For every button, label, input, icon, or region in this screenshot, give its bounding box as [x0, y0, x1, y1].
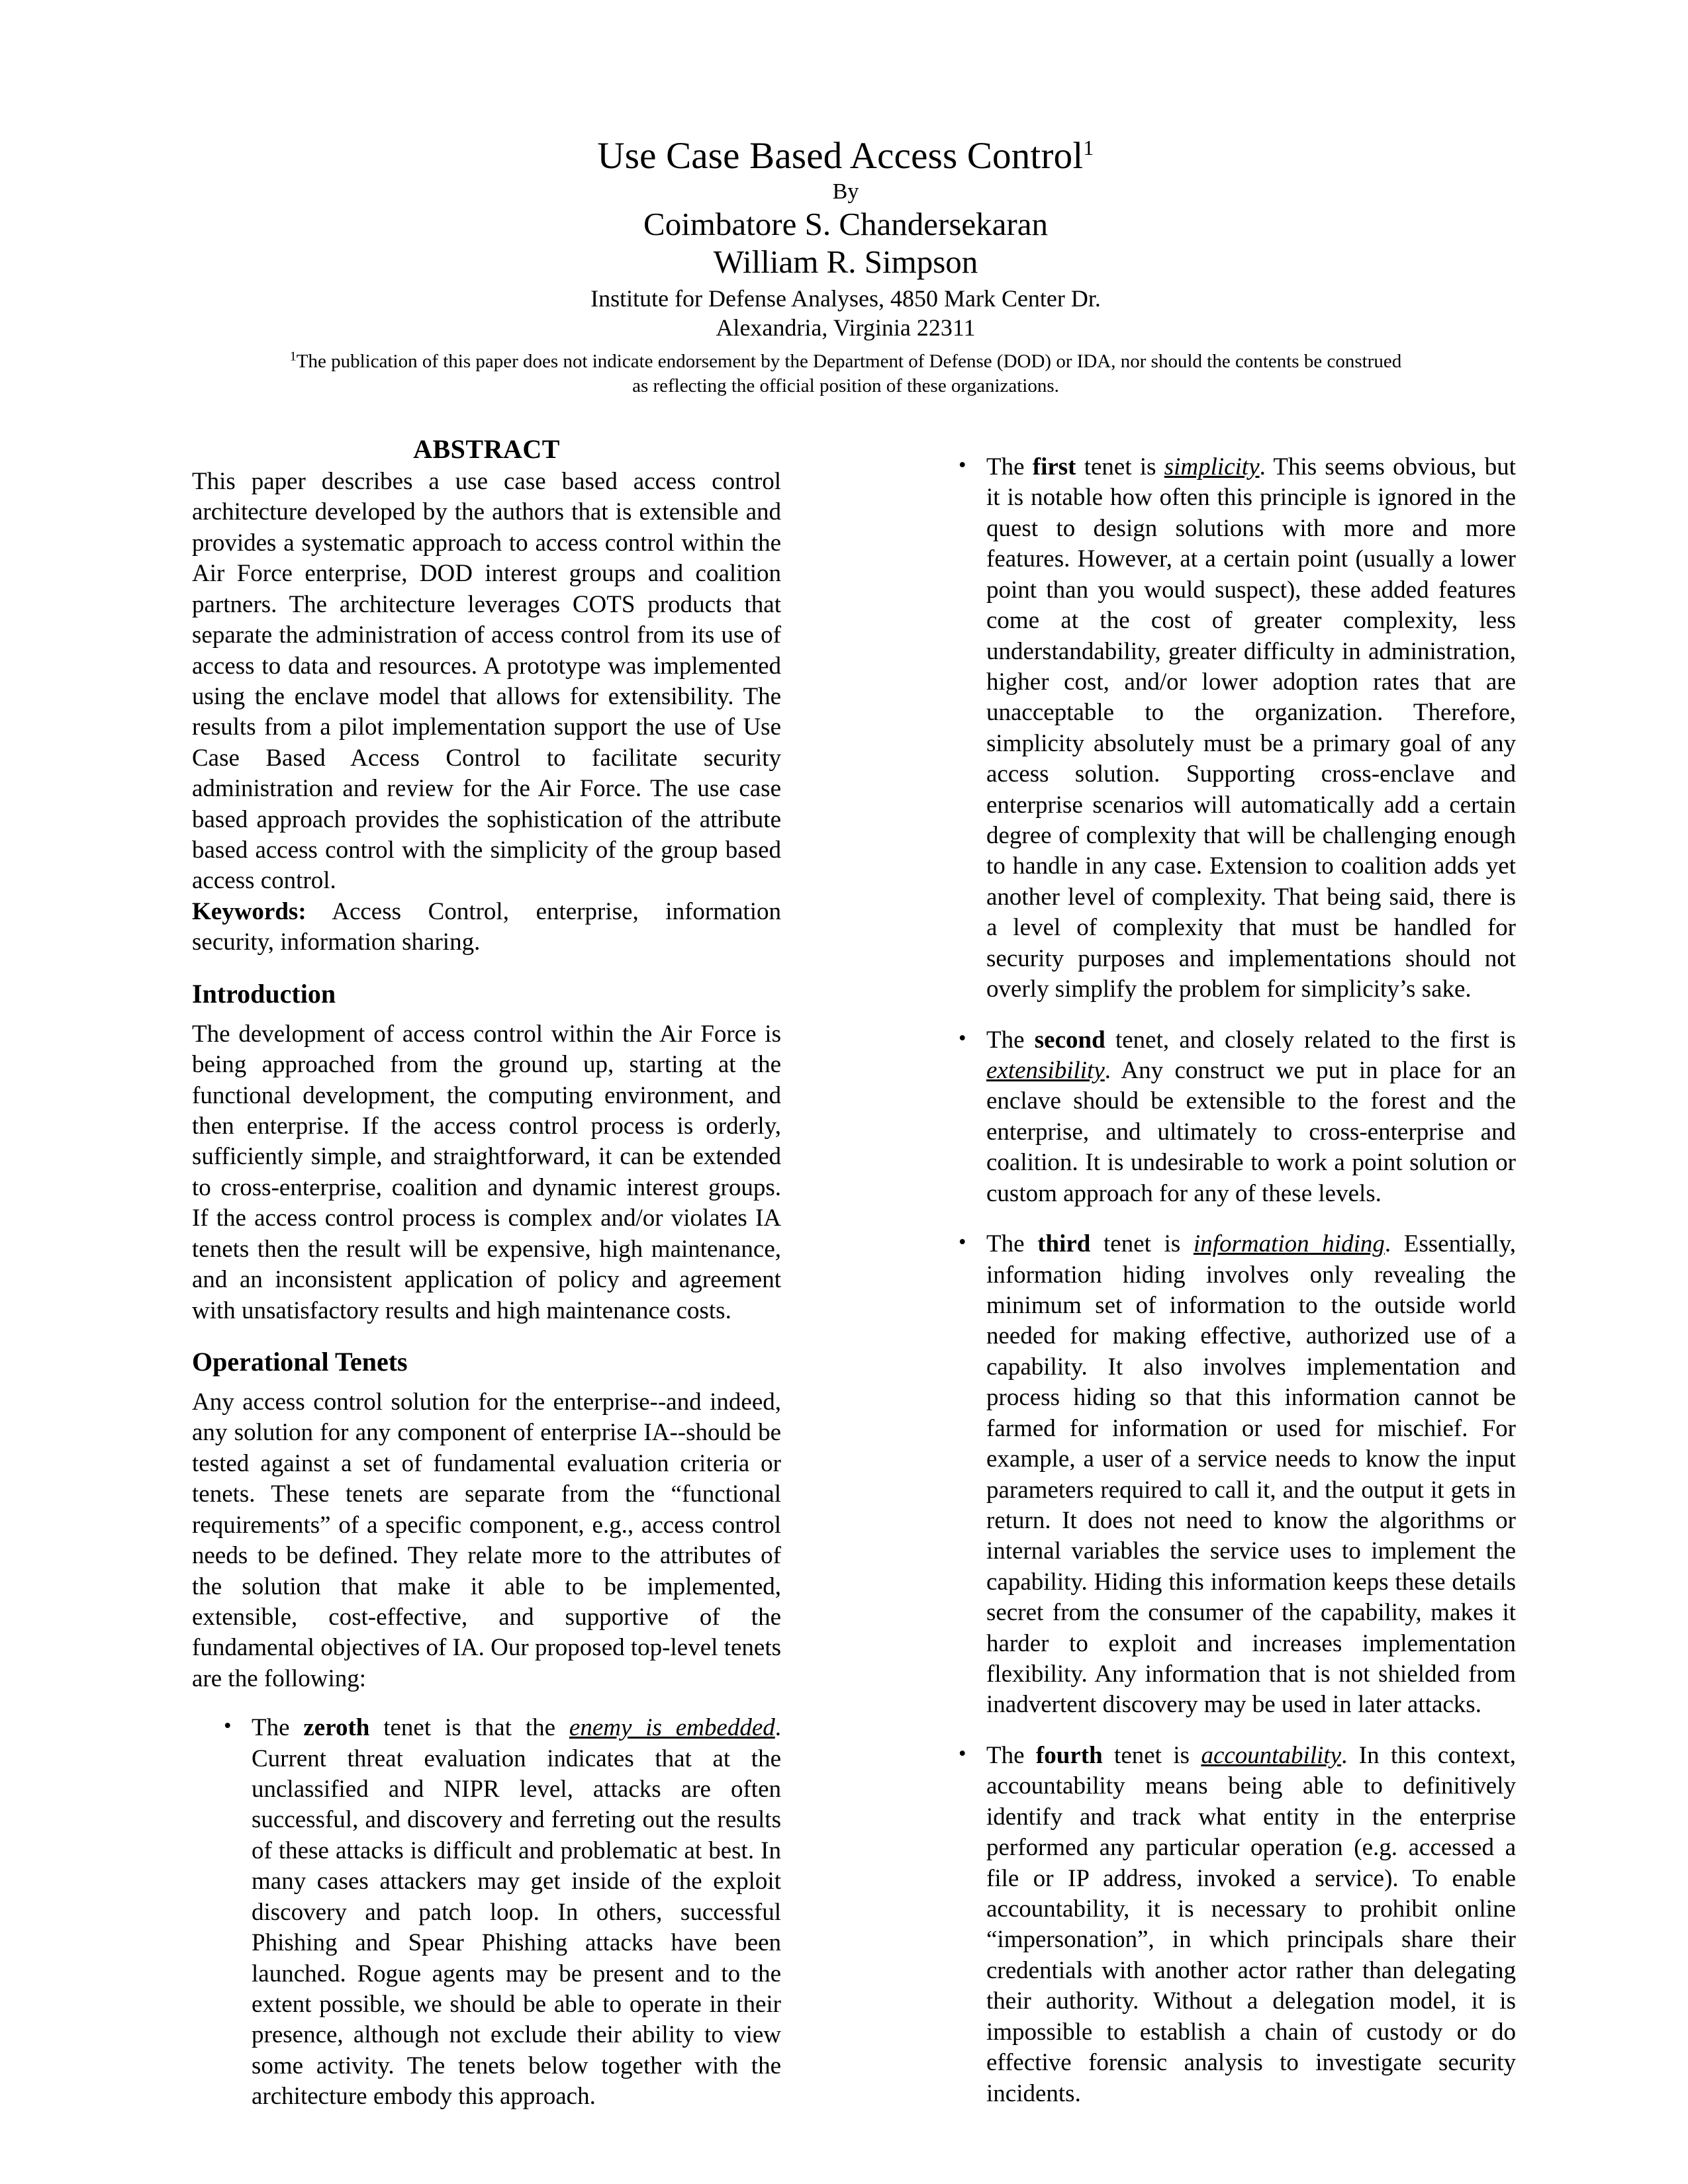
author-name-2: William R. Simpson	[713, 244, 978, 281]
tenet-ordinal: first	[1032, 453, 1076, 480]
column-left	[192, 433, 781, 2113]
affiliation: Institute for Defense Analyses, 4850 Mark Center Dr.	[590, 285, 1101, 312]
tenet-rest: . This seems obvious, but it is notable how often this principle is ignored in the quest to design solutions with more and more features. However, at a certain point (usually a lower point than you would suspect), these added features come at the cost of greater complexity, less understandability, greater difficulty in administration, higher cost, and/or lower adoption rates that are unacceptable to the organization. Therefore, simplicity absolutely must be a primary goal of any access solution. Supporting cross-enclave and enterprise scenarios will automatically add a certain degree of complexity that will be challenging enough to handle in any case. Extension to coalition adds yet another level of complexity. That being said, there is a level of complexity that must be handled for security purposes and implementations should not overly simplify the problem for simplicity’s sake.	[986, 453, 1516, 1003]
tenet-lead-mid: tenet is	[1090, 1230, 1194, 1258]
operational-tenets-heading: Operational Tenets	[192, 1346, 408, 1377]
tenet-rest: . Essentially, information hiding involves only revealing the minimum set of information to the outside world needed for making effective, authorized use of a capability. It also involves implementation and process hiding so that this information cannot be farmed for information or used for mischief. For example, a user of a service needs to know the input parameters required to call it, and the output it gets in return. It does not need to know the algorithms or internal variables the service uses to implement the capability. Hiding this information keeps these details secret from the consumer of the capability, makes it harder to exploit and increases implementation flexibility. Any information that is not shielded from inadvertent discovery may be used in later attacks.	[986, 1230, 1516, 1719]
tenet-lead-before: The	[986, 1230, 1038, 1258]
list-item	[927, 1025, 1516, 1210]
tenet-rest: . In this context, accountability means being able to definitively identify and track what entity in the enterprise performed any particular operation (e.g. accessed a file or IP address, invoked a service). To enable accountability, it is necessary to prohibit online “impersonation”, in which principals share their credentials with another actor rather than delegating their authority. Without a delegation model, it is impossible to establish a chain of custody or do effective forensic analysis to investigate security incidents.	[986, 1741, 1516, 2107]
tenet-lead-before: The	[986, 1741, 1036, 1769]
page-title	[169, 136, 1523, 177]
page-title-text: Use Case Based Access Control	[597, 135, 1084, 177]
tenet-rest: . Any construct we put in place for an enclave should be extensible to the forest and the enterprise, and ultimately to cross-enterprise and coalition. It is undesirable to work a point solution or custom approach for any of these levels.	[986, 1057, 1516, 1207]
by-label: By	[832, 179, 859, 204]
title-block	[169, 136, 1523, 342]
tenet-lead-mid: tenet is that the	[369, 1714, 569, 1742]
tenet-ordinal: third	[1037, 1230, 1091, 1258]
footnote-marker: 1	[289, 349, 297, 364]
tenet-term: simplicity	[1164, 453, 1260, 480]
tenets-list-left	[192, 1713, 781, 2112]
column-right	[927, 433, 1516, 2109]
tenet-lead-mid: tenet is	[1076, 453, 1164, 480]
list-item	[927, 1229, 1516, 1721]
footnote-line-1: The publication of this paper does not indicate endorsement by the Department of Defense (DOD) or IDA, nor should the contents be construed	[296, 351, 1402, 372]
title-footnote-marker: 1	[1083, 136, 1094, 159]
tenet-ordinal: zeroth	[303, 1714, 370, 1742]
footnote-line-2: as reflecting the official position of these organizations.	[632, 375, 1059, 397]
tenet-lead-mid: tenet is	[1102, 1741, 1201, 1769]
introduction-heading: Introduction	[192, 978, 336, 1009]
affiliation-city: Alexandria, Virginia 22311	[716, 314, 976, 341]
keywords-line	[192, 897, 781, 958]
tenet-lead-before: The	[986, 453, 1033, 480]
operational-tenets-intro: Any access control solution for the enterprise--and indeed, any solution for any component of enterprise IA--should be tested against a set of fundamental evaluation criteria or tenets. These tenets are separate from the “functional requirements” of a specific component, e.g., access control needs to be defined. They relate more to the attributes of the solution that make it able to be implemented, extensible, cost-effective, and supportive of the fundamental objectives of IA. Our proposed top-level tenets are the following:	[192, 1388, 781, 1692]
author-name-1: Coimbatore S. Chandersekaran	[643, 205, 1048, 242]
list-item	[192, 1713, 781, 2112]
tenet-lead-mid: tenet, and closely related to the first is	[1105, 1026, 1516, 1054]
title-footnote	[169, 349, 1523, 398]
tenet-term: extensibility	[986, 1057, 1105, 1085]
tenets-list-right	[927, 452, 1516, 2109]
abstract-body: This paper describes a use case based access control architecture developed by the authors that is extensible and provides a systematic approach to access control within the Air Force enterprise, DOD interest groups and coalition partners. The architecture leverages COTS products that separate the administration of access control from its use of access to data and resources. A prototype was implemented using the enclave model that allows for extensibility. The results from a pilot implementation support the use of Use Case Based Access Control to facilitate security administration and review for the Air Force. The use case based approach provides the sophistication of the attribute based access control with the simplicity of the group based access control.	[192, 468, 781, 895]
tenet-lead-before: The	[986, 1026, 1035, 1054]
abstract-heading: ABSTRACT	[413, 434, 560, 464]
tenet-rest: . Current threat evaluation indicates that at the unclassified and NIPR level, attacks are often successful, and discovery and ferreting out the results of these attacks is difficult and problematic at best. In many cases attackers may get inside of the exploit discovery and patch loop. In others, successful Phishing and Spear Phishing attacks have been launched. Rogue agents may be present and to the extent possible, we should be able to operate in their presence, although not exclude their ability to view some activity. The tenets below together with the architecture embody this approach.	[252, 1714, 781, 2111]
keywords-value: Access Control, enterprise, information security, information sharing.	[192, 897, 781, 956]
tenet-term: enemy is embedded	[569, 1714, 775, 1742]
list-item	[927, 452, 1516, 1005]
tenet-ordinal: second	[1034, 1026, 1105, 1054]
introduction-body: The development of access control within the Air Force is being approached from the ground up, starting at the functional development, the computing environment, and then enterprise. If the access control process is orderly, sufficiently simple, and straightforward, it can be extended to cross-enterprise, coalition and dynamic interest groups. If the access control process is complex and/or violates IA tenets then the result will be expensive, high maintenance, and an inconsistent application of policy and agreement with unsatisfactory results and high maintenance costs.	[192, 1020, 781, 1324]
tenet-term: accountability	[1201, 1741, 1342, 1769]
tenet-term: information hiding	[1193, 1230, 1385, 1258]
tenet-lead-before: The	[252, 1714, 304, 1742]
list-item	[927, 1741, 1516, 2109]
tenet-ordinal: fourth	[1035, 1741, 1103, 1769]
keywords-label: Keywords:	[192, 897, 306, 925]
